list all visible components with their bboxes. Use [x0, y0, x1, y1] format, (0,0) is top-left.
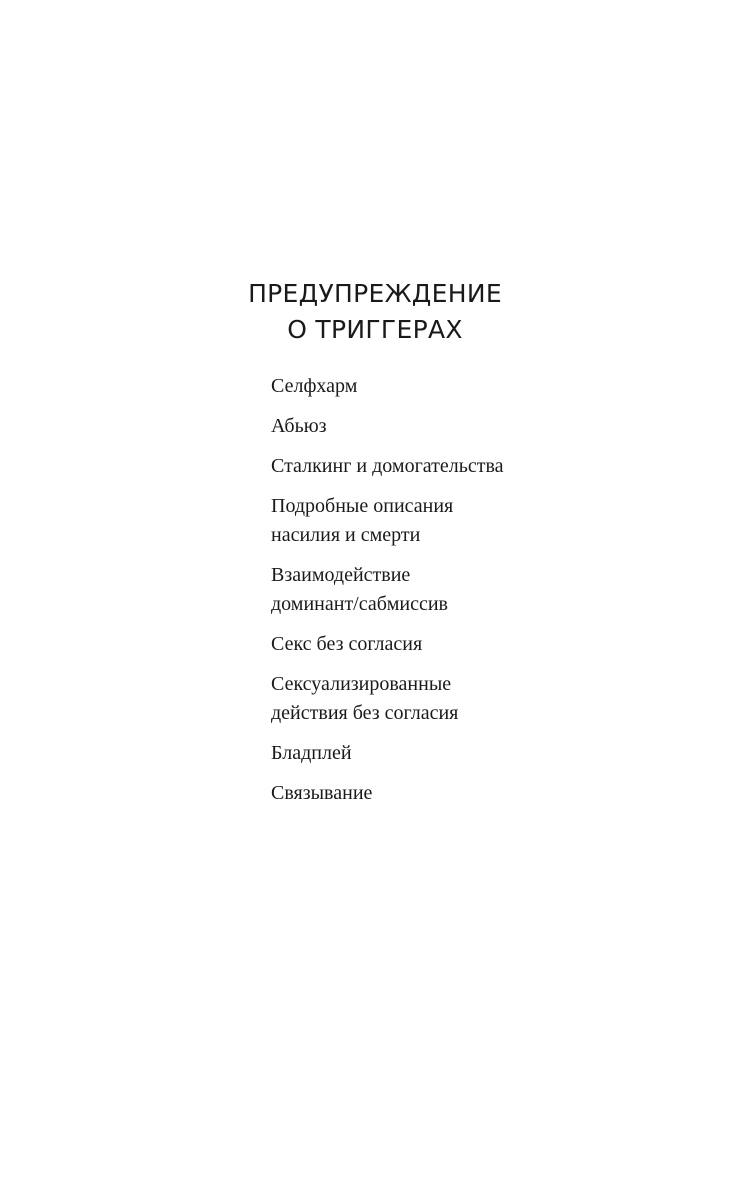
list-item-text: Бладплей: [271, 742, 352, 764]
list-item: [271, 779, 504, 808]
list-item: [271, 739, 504, 768]
list-item: [271, 561, 504, 619]
list-item-text: Абьюз: [271, 415, 327, 437]
list-item: [271, 492, 504, 550]
list-item-text-continued: насилия и смерти: [271, 524, 421, 546]
list-item-text: Селфхарм: [271, 375, 358, 397]
trigger-list: [271, 372, 504, 819]
list-item-text: Сталкинг и домогательства: [271, 455, 504, 477]
list-item-text: Подробные описания: [271, 495, 454, 517]
list-item: [271, 630, 504, 659]
list-item: [271, 372, 504, 401]
list-item-text-continued: действия без согласия: [271, 702, 459, 724]
title-line-1: ПРЕДУПРЕЖДЕНИЕ: [248, 279, 502, 308]
list-item: [271, 452, 504, 481]
page-title: [0, 276, 738, 348]
list-item-text: Связывание: [271, 782, 373, 804]
list-item-text: Секс без согласия: [271, 633, 423, 655]
list-item-text: Взаимодействие: [271, 564, 411, 586]
title-line-2: О ТРИГГЕРАХ: [287, 315, 463, 344]
list-item-text-continued: доминант/сабмиссив: [271, 593, 448, 615]
list-item: [271, 412, 504, 441]
list-item: [271, 670, 504, 728]
list-item-text: Сексуализированные: [271, 673, 452, 695]
